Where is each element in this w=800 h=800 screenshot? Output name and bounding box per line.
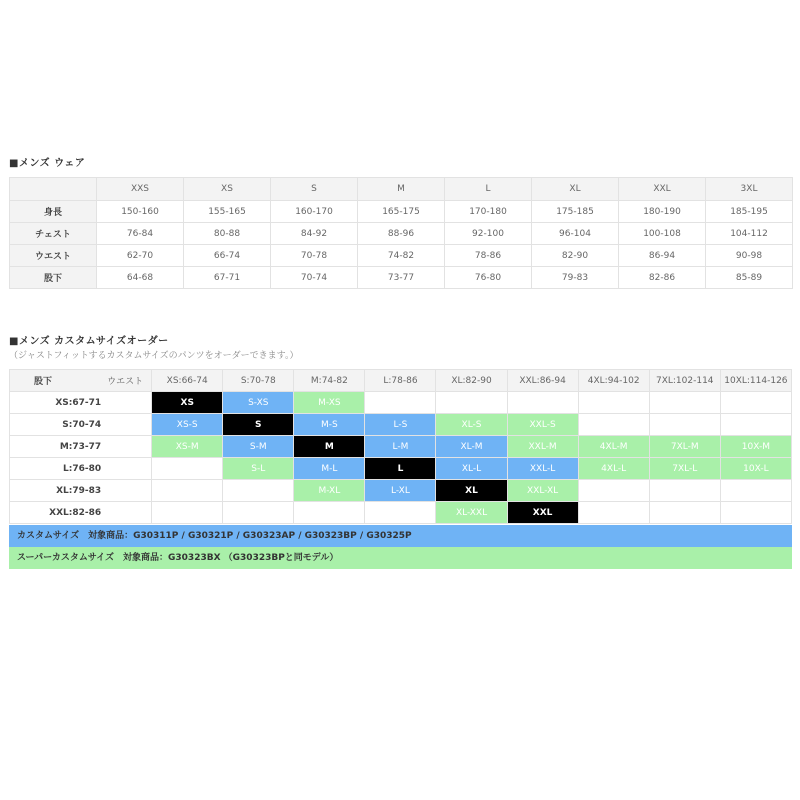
mens-size-table xyxy=(9,177,793,289)
custom-size-cell: XS-S xyxy=(152,414,223,436)
custom-size-cell xyxy=(649,480,720,502)
corner-waist-label: ウエスト xyxy=(107,377,144,387)
custom-size-cell: XS xyxy=(152,392,223,414)
size-value-cell: 70-78 xyxy=(271,245,358,267)
custom-size-cell xyxy=(365,392,436,414)
custom-size-cell: 4XL-M xyxy=(578,436,649,458)
size-value-cell: 104-112 xyxy=(706,223,793,245)
size-header-cell: L xyxy=(445,178,532,201)
custom-size-cell: 10X-L xyxy=(720,458,791,480)
size-value-cell: 76-84 xyxy=(97,223,184,245)
custom-row xyxy=(10,436,792,458)
custom-size-cell: M-S xyxy=(294,414,365,436)
custom-size-cell: XXL-S xyxy=(507,414,578,436)
custom-size-cell: L xyxy=(365,458,436,480)
size-header-cell: M xyxy=(358,178,445,201)
custom-size-cell: XL-XXL xyxy=(436,502,507,524)
size-row xyxy=(10,223,793,245)
custom-size-cell xyxy=(152,458,223,480)
custom-size-cell xyxy=(649,392,720,414)
custom-size-cell: 7XL-M xyxy=(649,436,720,458)
inseam-row-label: L:76-80 xyxy=(10,458,152,480)
custom-size-cell xyxy=(578,392,649,414)
size-value-cell: 64-68 xyxy=(97,267,184,289)
custom-header-row xyxy=(10,370,792,392)
custom-size-cell xyxy=(720,414,791,436)
size-header-cell: XXS xyxy=(97,178,184,201)
size-value-cell: 79-83 xyxy=(532,267,619,289)
custom-size-cell: 10X-M xyxy=(720,436,791,458)
custom-size-cell xyxy=(152,502,223,524)
custom-size-cell: XL-S xyxy=(436,414,507,436)
size-value-cell: 62-70 xyxy=(97,245,184,267)
size-value-cell: 66-74 xyxy=(184,245,271,267)
custom-row xyxy=(10,458,792,480)
size-row-label: チェスト xyxy=(10,223,97,245)
size-value-cell: 67-71 xyxy=(184,267,271,289)
custom-size-cell xyxy=(649,502,720,524)
size-header-cell: XL xyxy=(532,178,619,201)
custom-size-cell: XXL-XL xyxy=(507,480,578,502)
size-header-cell: 3XL xyxy=(706,178,793,201)
mens-wear-title: ■メンズ ウェア xyxy=(9,158,86,169)
custom-row xyxy=(10,480,792,502)
size-row xyxy=(10,267,793,289)
waist-header-cell: XL:82-90 xyxy=(436,370,507,392)
inseam-row-label: S:70-74 xyxy=(10,414,152,436)
waist-header-cell: 7XL:102-114 xyxy=(649,370,720,392)
custom-row xyxy=(10,392,792,414)
size-value-cell: 160-170 xyxy=(271,201,358,223)
custom-size-cell: S-M xyxy=(223,436,294,458)
custom-corner-cell xyxy=(10,370,152,392)
waist-header-cell: XXL:86-94 xyxy=(507,370,578,392)
waist-header-cell: M:74-82 xyxy=(294,370,365,392)
size-value-cell: 82-90 xyxy=(532,245,619,267)
custom-size-cell: XXL xyxy=(507,502,578,524)
custom-size-cell xyxy=(152,480,223,502)
size-header-cell: XS xyxy=(184,178,271,201)
custom-size-cell xyxy=(720,502,791,524)
size-value-cell: 84-92 xyxy=(271,223,358,245)
custom-corner-labels xyxy=(10,374,151,387)
waist-header-cell: XS:66-74 xyxy=(152,370,223,392)
custom-size-cell: 7XL-L xyxy=(649,458,720,480)
size-value-cell: 90-98 xyxy=(706,245,793,267)
custom-size-cell xyxy=(720,392,791,414)
custom-row xyxy=(10,414,792,436)
size-value-cell: 150-160 xyxy=(97,201,184,223)
custom-size-cell: XL-L xyxy=(436,458,507,480)
custom-size-cell: M-XS xyxy=(294,392,365,414)
custom-size-cell: XL xyxy=(436,480,507,502)
size-value-cell: 76-80 xyxy=(445,267,532,289)
size-value-cell: 175-185 xyxy=(532,201,619,223)
size-value-cell: 85-89 xyxy=(706,267,793,289)
custom-size-cell: 4XL-L xyxy=(578,458,649,480)
custom-size-cell: L-XL xyxy=(365,480,436,502)
custom-size-cell xyxy=(720,480,791,502)
custom-size-cell: S-XS xyxy=(223,392,294,414)
custom-size-cell: S-L xyxy=(223,458,294,480)
inseam-row-label: XL:79-83 xyxy=(10,480,152,502)
size-value-cell: 155-165 xyxy=(184,201,271,223)
custom-size-cell: XXL-M xyxy=(507,436,578,458)
custom-size-cell: L-S xyxy=(365,414,436,436)
size-value-cell: 100-108 xyxy=(619,223,706,245)
custom-size-legend-bar: カスタムサイズ 対象商品：G30311P / G30321P / G30323AP / G30323BP / G30325P xyxy=(9,525,792,547)
custom-size-cell: M-L xyxy=(294,458,365,480)
size-value-cell: 80-88 xyxy=(184,223,271,245)
size-row xyxy=(10,201,793,223)
size-value-cell: 96-104 xyxy=(532,223,619,245)
size-value-cell: 73-77 xyxy=(358,267,445,289)
size-value-cell: 82-86 xyxy=(619,267,706,289)
size-row-label: 身長 xyxy=(10,201,97,223)
size-value-cell: 185-195 xyxy=(706,201,793,223)
size-value-cell: 86-94 xyxy=(619,245,706,267)
size-row-label: 股下 xyxy=(10,267,97,289)
custom-size-note: （ジャストフィットするカスタムサイズのパンツをオーダーできます。） xyxy=(9,351,299,361)
inseam-row-label: XXL:82-86 xyxy=(10,502,152,524)
super-custom-size-legend-bar: スーパーカスタムサイズ 対象商品：G30323BX （G30323BPと同モデル） xyxy=(9,547,792,569)
size-value-cell: 70-74 xyxy=(271,267,358,289)
size-row-label: ウエスト xyxy=(10,245,97,267)
waist-header-cell: L:78-86 xyxy=(365,370,436,392)
size-value-cell: 92-100 xyxy=(445,223,532,245)
size-value-cell: 170-180 xyxy=(445,201,532,223)
waist-header-cell: 4XL:94-102 xyxy=(578,370,649,392)
custom-size-cell xyxy=(294,502,365,524)
size-value-cell: 74-82 xyxy=(358,245,445,267)
inseam-row-label: M:73-77 xyxy=(10,436,152,458)
custom-size-cell xyxy=(365,502,436,524)
custom-size-cell: XL-M xyxy=(436,436,507,458)
size-value-cell: 78-86 xyxy=(445,245,532,267)
inseam-row-label: XS:67-71 xyxy=(10,392,152,414)
custom-size-cell xyxy=(223,502,294,524)
custom-size-cell: XS-M xyxy=(152,436,223,458)
custom-size-cell xyxy=(578,480,649,502)
waist-header-cell: 10XL:114-126 xyxy=(720,370,791,392)
custom-size-table xyxy=(9,369,792,524)
custom-size-cell: M-XL xyxy=(294,480,365,502)
waist-header-cell: S:70-78 xyxy=(223,370,294,392)
custom-size-cell xyxy=(507,392,578,414)
custom-size-cell: L-M xyxy=(365,436,436,458)
size-value-cell: 88-96 xyxy=(358,223,445,245)
custom-size-cell: M xyxy=(294,436,365,458)
size-header-cell: XXL xyxy=(619,178,706,201)
size-value-cell: 165-175 xyxy=(358,201,445,223)
custom-size-cell xyxy=(649,414,720,436)
custom-row xyxy=(10,502,792,524)
size-row xyxy=(10,245,793,267)
custom-size-cell xyxy=(578,502,649,524)
custom-size-cell xyxy=(578,414,649,436)
custom-size-cell xyxy=(436,392,507,414)
custom-size-cell xyxy=(223,480,294,502)
size-header-cell: S xyxy=(271,178,358,201)
custom-size-title: ■メンズ カスタムサイズオーダー xyxy=(9,336,169,347)
custom-size-cell: S xyxy=(223,414,294,436)
size-header-row xyxy=(10,178,793,201)
size-value-cell: 180-190 xyxy=(619,201,706,223)
custom-size-cell: XXL-L xyxy=(507,458,578,480)
corner-inseam-label: 股下 xyxy=(34,377,53,387)
size-corner-cell xyxy=(10,178,97,201)
